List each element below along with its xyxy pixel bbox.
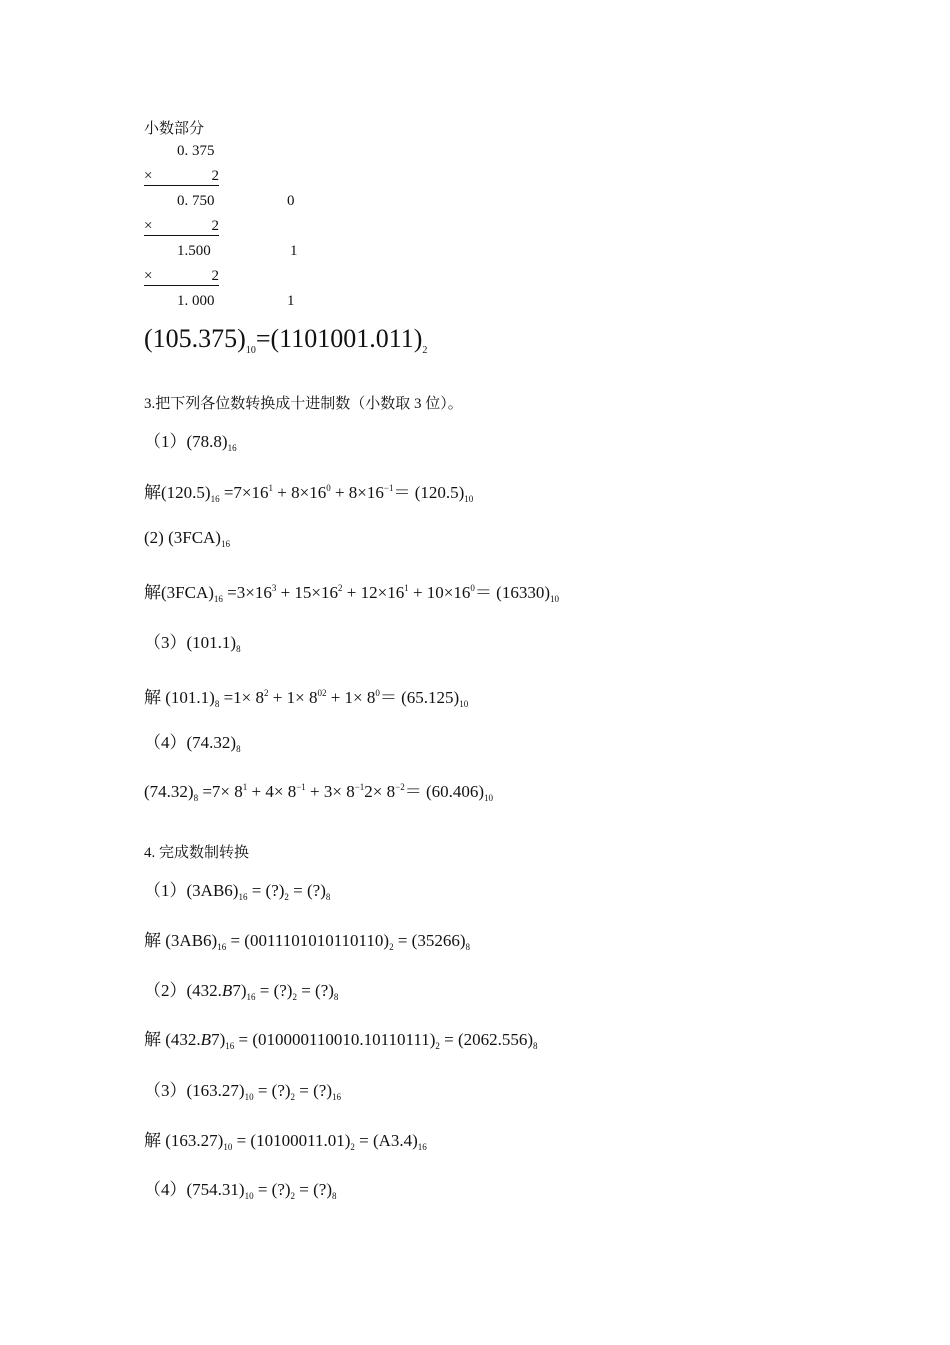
base: 16 [246,992,256,1002]
base: 10 [244,1191,254,1201]
multiply-symbol: × [144,218,153,234]
label-text: （4）(754.31) [144,1180,245,1199]
label-text: = (?) [253,1081,291,1100]
result-right: (1101001.011) [270,324,423,353]
multiply-value: 2 [211,168,219,184]
sol-text: = (0011101010110110) [226,931,390,950]
fraction-heading: 小数部分 [144,121,205,137]
base: 8 [533,1041,538,1051]
multiply-value: 2 [211,218,219,234]
exponent: 2 [338,583,343,593]
sol-text: 解 (3AB6) [144,931,218,950]
sol-term: + 12×16 [342,583,405,602]
label-text: = (?) [288,881,326,900]
q4-p1-solution [144,926,470,951]
q3-p4-solution [144,777,493,802]
label-text: B [221,981,233,1000]
sol-term: + 1× 8 [268,688,318,707]
label-text: = (?) [253,1180,291,1199]
exponent: 1 [242,782,248,792]
q3-p1-solution [144,478,473,503]
exponent: 0 [375,688,380,698]
sol-term: + 8×16 [273,483,327,502]
base: 2 [389,942,394,952]
sol-term: =7× 8 [198,782,243,801]
sol-term: =3×16 [222,583,272,602]
sol-tail: ＝ (120.5) [393,483,465,502]
label-text: （1）(3AB6) [144,881,239,900]
tail-base: 10 [549,594,559,604]
exponent: 0 [470,583,475,593]
binary-digit-3: 1 [287,293,295,309]
binary-digit-2: 1 [290,243,298,259]
label-text: （3）(163.27) [144,1081,245,1100]
result-left-base: 10 [245,345,256,356]
sol-text: = (35266) [393,931,466,950]
result-right-base: 2 [422,345,428,356]
sol-base: 16 [213,594,223,604]
fraction-row-1: 0. 375 [177,143,215,159]
label-text: 7) [232,981,247,1000]
q4-p3-solution [144,1126,427,1151]
fraction-row-3: 1.500 [177,243,211,259]
exponent: 1 [404,583,409,593]
sol-term: + 1× 8 [326,688,376,707]
base: 8 [333,992,339,1002]
fraction-row-4: 1. 000 [177,293,215,309]
multiply-value: 2 [211,268,219,284]
label-text: （2）(432. [144,981,222,1000]
label-text: （1）(78.8) [144,432,228,451]
base: 16 [332,1092,342,1102]
sol-term: + 8×16 [330,483,384,502]
label-text: = (?) [255,981,293,1000]
label-base: 8 [236,644,241,654]
label-text: （3）(101.1) [144,633,237,652]
sol-base: 8 [214,699,220,709]
q3-p2-solution [144,578,559,603]
tail-base: 10 [459,699,469,709]
base: 2 [435,1041,440,1051]
exponent: −1 [354,782,365,792]
sol-term: + 15×16 [276,583,339,602]
exponent: 2 [264,688,269,698]
fraction-row-2: 0. 750 [177,193,215,209]
q3-title: 3.把下列各位数转换成十进制数（小数取 3 位）。 [144,396,463,412]
result-equation [144,324,427,354]
label-text: （4）(74.32) [144,733,237,752]
base: 8 [465,942,471,952]
multiply-symbol: × [144,168,153,184]
sol-text: 7) [211,1030,226,1049]
sol-prefix: 解(3FCA) [144,583,214,602]
sol-term: =1× 8 [219,688,265,707]
label-text: = (?) [295,1180,333,1199]
sol-term: + 4× 8 [247,782,297,801]
q3-p2-label [144,528,230,548]
binary-digit-1: 0 [287,193,295,209]
q3-p1-label [144,427,237,452]
sol-term: 2× 8 [364,782,396,801]
sol-prefix: 解 (101.1) [144,688,215,707]
q4-p2-label [144,976,338,1001]
exponent: 0 [326,483,331,493]
base: 8 [325,892,331,902]
label-text: (2) (3FCA) [144,528,221,547]
label-text: = (?) [247,881,285,900]
label-text: = (?) [295,1081,333,1100]
base: 10 [244,1092,254,1102]
sol-tail: ＝ (65.125) [379,688,460,707]
base: 2 [292,992,297,1002]
q4-p3-label [144,1076,341,1101]
q3-p4-label [144,728,241,753]
label-base: 16 [227,443,237,453]
base: 2 [290,1092,296,1102]
label-text: = (?) [296,981,334,1000]
result-eq: = [255,324,271,353]
multiply-symbol: × [144,268,153,284]
sol-prefix: 解(120.5) [144,483,211,502]
sol-term: + 3× 8 [305,782,355,801]
sol-prefix: (74.32) [144,782,194,801]
sol-text: B [200,1030,212,1049]
q3-p3-solution [144,683,468,708]
base: 10 [223,1142,233,1152]
base: 16 [225,1041,235,1051]
base: 2 [290,1191,296,1201]
exponent: 3 [271,583,277,593]
base: 16 [217,942,227,952]
exponent: −1 [296,782,306,792]
sol-term: =7×16 [219,483,269,502]
sol-text: = (A3.4) [354,1131,418,1150]
multiply-row-3 [144,268,219,286]
exponent: −1 [383,483,394,493]
result-left: (105.375) [144,324,246,353]
label-base: 16 [220,539,230,549]
sol-base: 16 [210,494,220,504]
base: 2 [350,1142,355,1152]
sol-text: = (2062.556) [439,1030,534,1049]
sol-tail: ＝ (16330) [474,583,550,602]
q4-p4-label [144,1175,337,1200]
exponent: 02 [317,688,327,698]
base: 2 [284,892,289,902]
multiply-row-2 [144,218,219,236]
base: 8 [332,1191,337,1201]
sol-tail: ＝ (60.406) [404,782,485,801]
base: 16 [417,1142,427,1152]
tail-base: 10 [484,793,494,803]
exponent: 1 [268,483,274,493]
sol-text: 解 (432. [144,1030,201,1049]
sol-text: = (10100011.01) [232,1131,351,1150]
tail-base: 10 [464,494,474,504]
sol-term: + 10×16 [408,583,471,602]
q4-p1-label [144,876,330,901]
sol-text: 解 (163.27) [144,1131,224,1150]
sol-text: = (010000110010.10110111) [234,1030,436,1049]
label-base: 8 [236,744,241,754]
sol-base: 8 [193,793,199,803]
q3-p3-label [144,628,241,653]
base: 16 [238,892,248,902]
q4-title: 4. 完成数制转换 [144,845,250,861]
q4-p2-solution [144,1025,538,1050]
exponent: −2 [395,782,405,792]
multiply-row-1 [144,168,219,186]
